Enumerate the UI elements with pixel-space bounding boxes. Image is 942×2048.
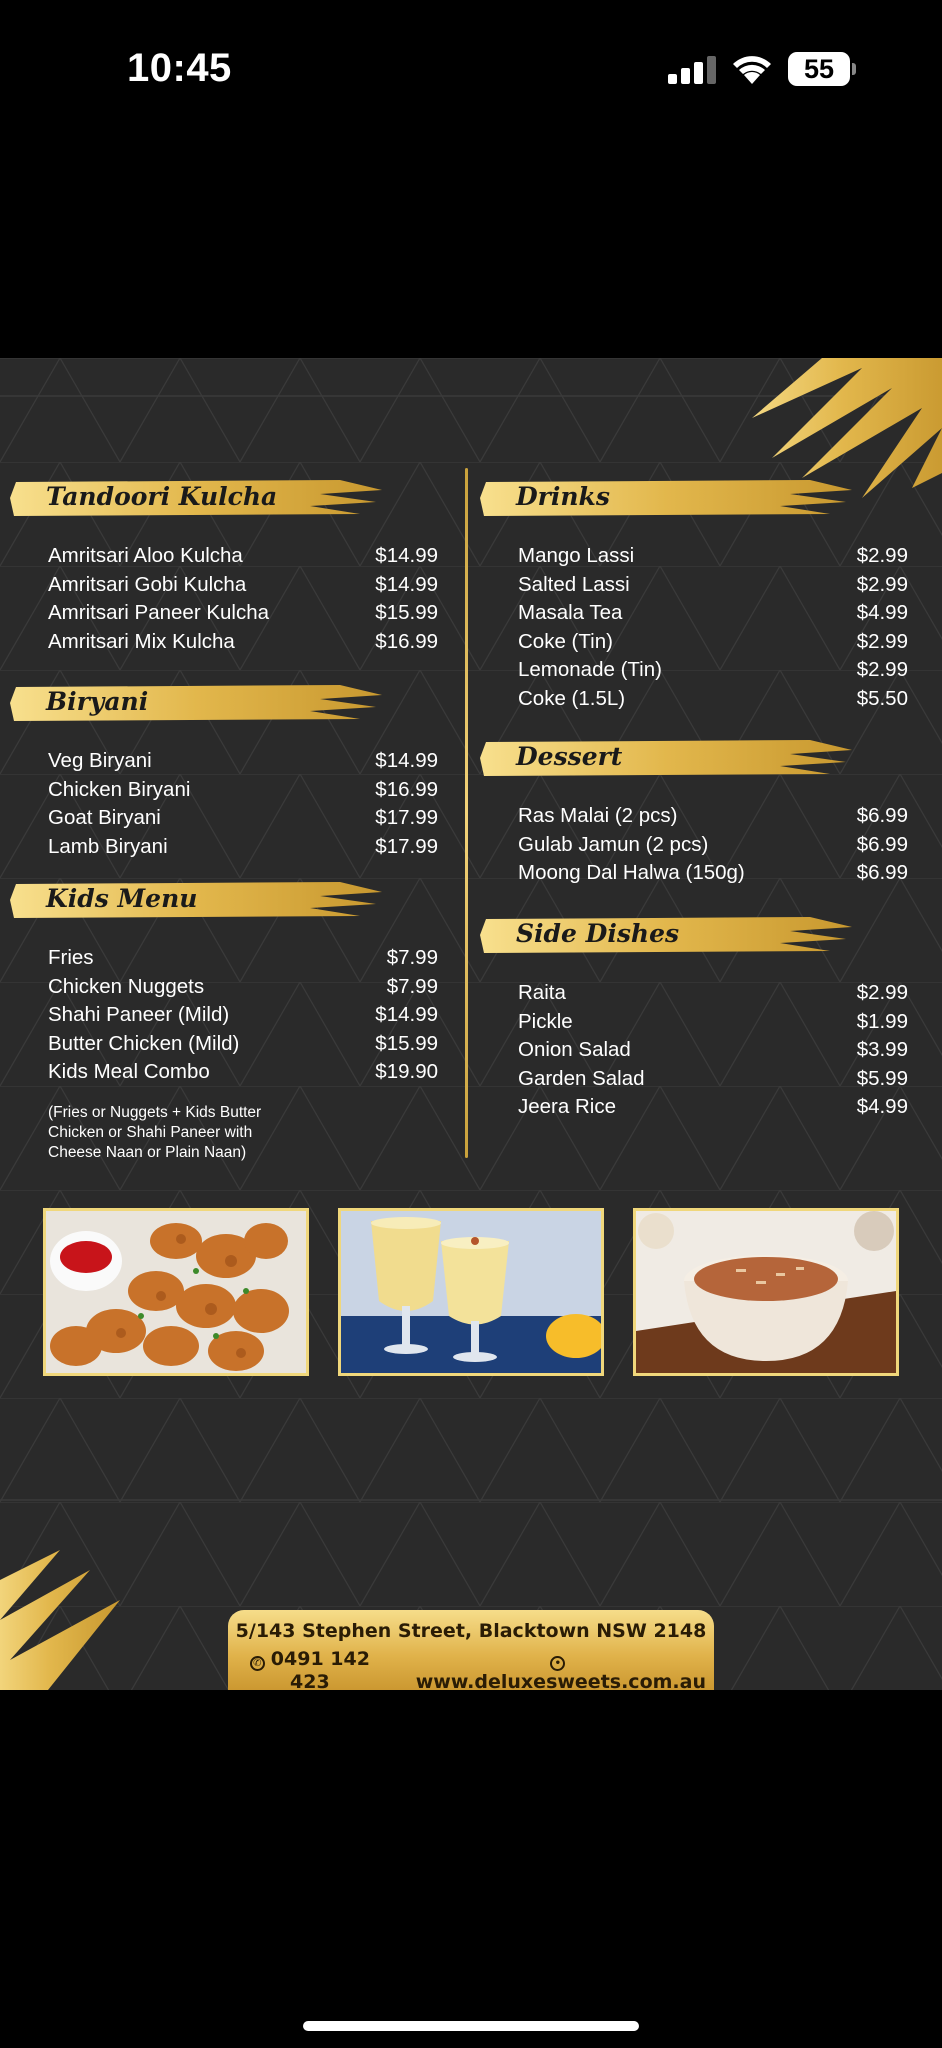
section-tandoori-kulcha — [10, 476, 438, 656]
section-title: Side Dishes — [516, 919, 680, 948]
item-price: $17.99 — [375, 806, 438, 830]
food-photos — [43, 1208, 899, 1376]
mango-lassi-photo — [338, 1208, 604, 1376]
item-price: $4.99 — [856, 601, 908, 625]
combo-note: (Fries or Nuggets + Kids Butter Chicken or Shahi Paneer with Cheese Naan or Plain Naan) — [48, 1103, 262, 1161]
item-name: Amritsari Gobi Kulcha — [48, 572, 247, 596]
item-price: $3.99 — [856, 1038, 908, 1062]
item-name: Butter Chicken (Mild) — [48, 1031, 240, 1055]
item-price: $5.99 — [856, 1066, 908, 1090]
address-footer — [228, 1610, 714, 1690]
section-title: Kids Menu — [46, 884, 198, 913]
item-name: Veg Biryani — [48, 749, 152, 772]
item-name: Moong Dal Halwa (150g) — [518, 861, 745, 885]
menu-item — [48, 1030, 438, 1059]
menu-item — [48, 628, 438, 657]
item-price: $7.99 — [386, 946, 438, 969]
item-name: Lemonade (Tin) — [518, 658, 662, 682]
item-name: Kids Meal Combo — [48, 1060, 210, 1084]
menu-item — [518, 1008, 908, 1037]
item-name: Garden Salad — [518, 1066, 645, 1090]
phone-number: 0491 142 423 — [270, 1648, 370, 1690]
website-url: www.deluxesweets.com.au — [415, 1671, 706, 1690]
menu-item — [48, 747, 438, 776]
section-dessert — [480, 736, 908, 888]
column-divider — [465, 468, 468, 1158]
item-name: Jeera Rice — [518, 1095, 616, 1119]
item-price: $5.50 — [856, 686, 908, 710]
website-contact[interactable] — [408, 1648, 714, 1690]
menu-item — [518, 571, 908, 600]
item-price: $2.99 — [856, 572, 908, 596]
section-banner — [480, 913, 852, 957]
menu-item — [518, 628, 908, 657]
menu-item — [48, 542, 438, 571]
item-name: Chicken Biryani — [48, 777, 191, 801]
section-drinks — [480, 476, 908, 714]
section-banner — [480, 736, 852, 780]
menu-item — [518, 1036, 908, 1065]
item-price: $17.99 — [375, 834, 438, 858]
item-name: Chicken Nuggets — [48, 974, 205, 998]
menu-item — [518, 599, 908, 628]
menu-image — [0, 358, 942, 1690]
menu-item — [48, 1058, 438, 1087]
chicken-nuggets-photo — [43, 1208, 309, 1376]
item-name: Salted Lassi — [518, 572, 630, 596]
section-banner — [10, 476, 382, 520]
item-name: Onion Salad — [518, 1038, 631, 1062]
menu-item — [518, 802, 908, 831]
item-price: $7.99 — [386, 974, 438, 998]
item-price: $6.99 — [856, 804, 908, 827]
item-price: $2.99 — [856, 544, 908, 567]
item-name: Raita — [518, 981, 566, 1004]
phone-contact[interactable] — [228, 1648, 392, 1690]
item-name: Amritsari Mix Kulcha — [48, 629, 235, 653]
item-price: $2.99 — [856, 658, 908, 682]
section-kids-menu — [10, 878, 438, 1163]
status-bar — [0, 0, 942, 140]
menu-item — [518, 831, 908, 860]
globe-icon: • — [550, 1656, 565, 1671]
menu-item — [48, 833, 438, 862]
section-biryani — [10, 681, 438, 861]
item-price: $4.99 — [856, 1095, 908, 1119]
item-name: Ras Malai (2 pcs) — [518, 804, 678, 827]
item-price: $15.99 — [375, 601, 438, 625]
menu-item — [48, 804, 438, 833]
item-name: Amritsari Paneer Kulcha — [48, 601, 270, 625]
menu-item — [48, 599, 438, 628]
menu-item — [518, 542, 908, 571]
item-price: $14.99 — [375, 749, 438, 772]
address-text: 5/143 Stephen Street, Blacktown NSW 2148 — [235, 1620, 707, 1642]
menu-item — [48, 1001, 438, 1030]
menu-item — [48, 944, 438, 973]
item-name: Amritsari Aloo Kulcha — [48, 544, 243, 567]
item-name: Gulab Jamun (2 pcs) — [518, 832, 709, 856]
item-name: Lamb Biryani — [48, 834, 168, 858]
section-side-dishes — [480, 913, 908, 1122]
section-banner — [10, 681, 382, 725]
item-name: Coke (Tin) — [518, 629, 613, 653]
moong-dal-halwa-photo — [633, 1208, 899, 1376]
section-banner — [10, 878, 382, 922]
gold-brush-decoration — [0, 1530, 150, 1690]
item-price: $14.99 — [375, 544, 438, 567]
item-name: Goat Biryani — [48, 806, 161, 830]
item-name: Masala Tea — [518, 601, 623, 625]
item-price: $14.99 — [375, 1003, 438, 1027]
item-name: Fries — [48, 946, 94, 969]
menu-item — [518, 859, 908, 888]
menu-item — [518, 979, 908, 1008]
menu-item — [48, 776, 438, 805]
item-price: $14.99 — [375, 572, 438, 596]
item-name: Mango Lassi — [518, 544, 635, 567]
home-indicator[interactable] — [303, 2021, 639, 2031]
item-price: $16.99 — [375, 777, 438, 801]
section-title: Tandoori Kulcha — [46, 482, 278, 511]
menu-item — [48, 571, 438, 600]
item-name: Coke (1.5L) — [518, 686, 626, 710]
menu-item — [518, 1093, 908, 1122]
item-price: $19.90 — [375, 1060, 438, 1084]
battery-icon: 55 — [788, 52, 850, 86]
item-name: Pickle — [518, 1009, 573, 1033]
section-title: Biryani — [46, 687, 149, 716]
item-name: Shahi Paneer (Mild) — [48, 1003, 230, 1027]
contact-row — [228, 1648, 714, 1690]
item-price: $6.99 — [856, 861, 908, 885]
section-banner — [480, 476, 852, 520]
item-price: $6.99 — [856, 832, 908, 856]
wifi-icon — [730, 52, 774, 86]
phone-icon: ✆ — [250, 1656, 265, 1671]
menu-item — [518, 685, 908, 714]
item-price: $15.99 — [375, 1031, 438, 1055]
menu-item — [518, 656, 908, 685]
signal-icon — [668, 56, 716, 84]
item-price: $1.99 — [856, 1009, 908, 1033]
menu-item — [518, 1065, 908, 1094]
item-price: $2.99 — [856, 629, 908, 653]
section-title: Drinks — [516, 482, 610, 511]
item-price: $16.99 — [375, 629, 438, 653]
menu-item — [48, 973, 438, 1002]
status-time: 10:45 — [127, 46, 232, 90]
item-price: $2.99 — [856, 981, 908, 1004]
section-title: Dessert — [516, 742, 623, 771]
